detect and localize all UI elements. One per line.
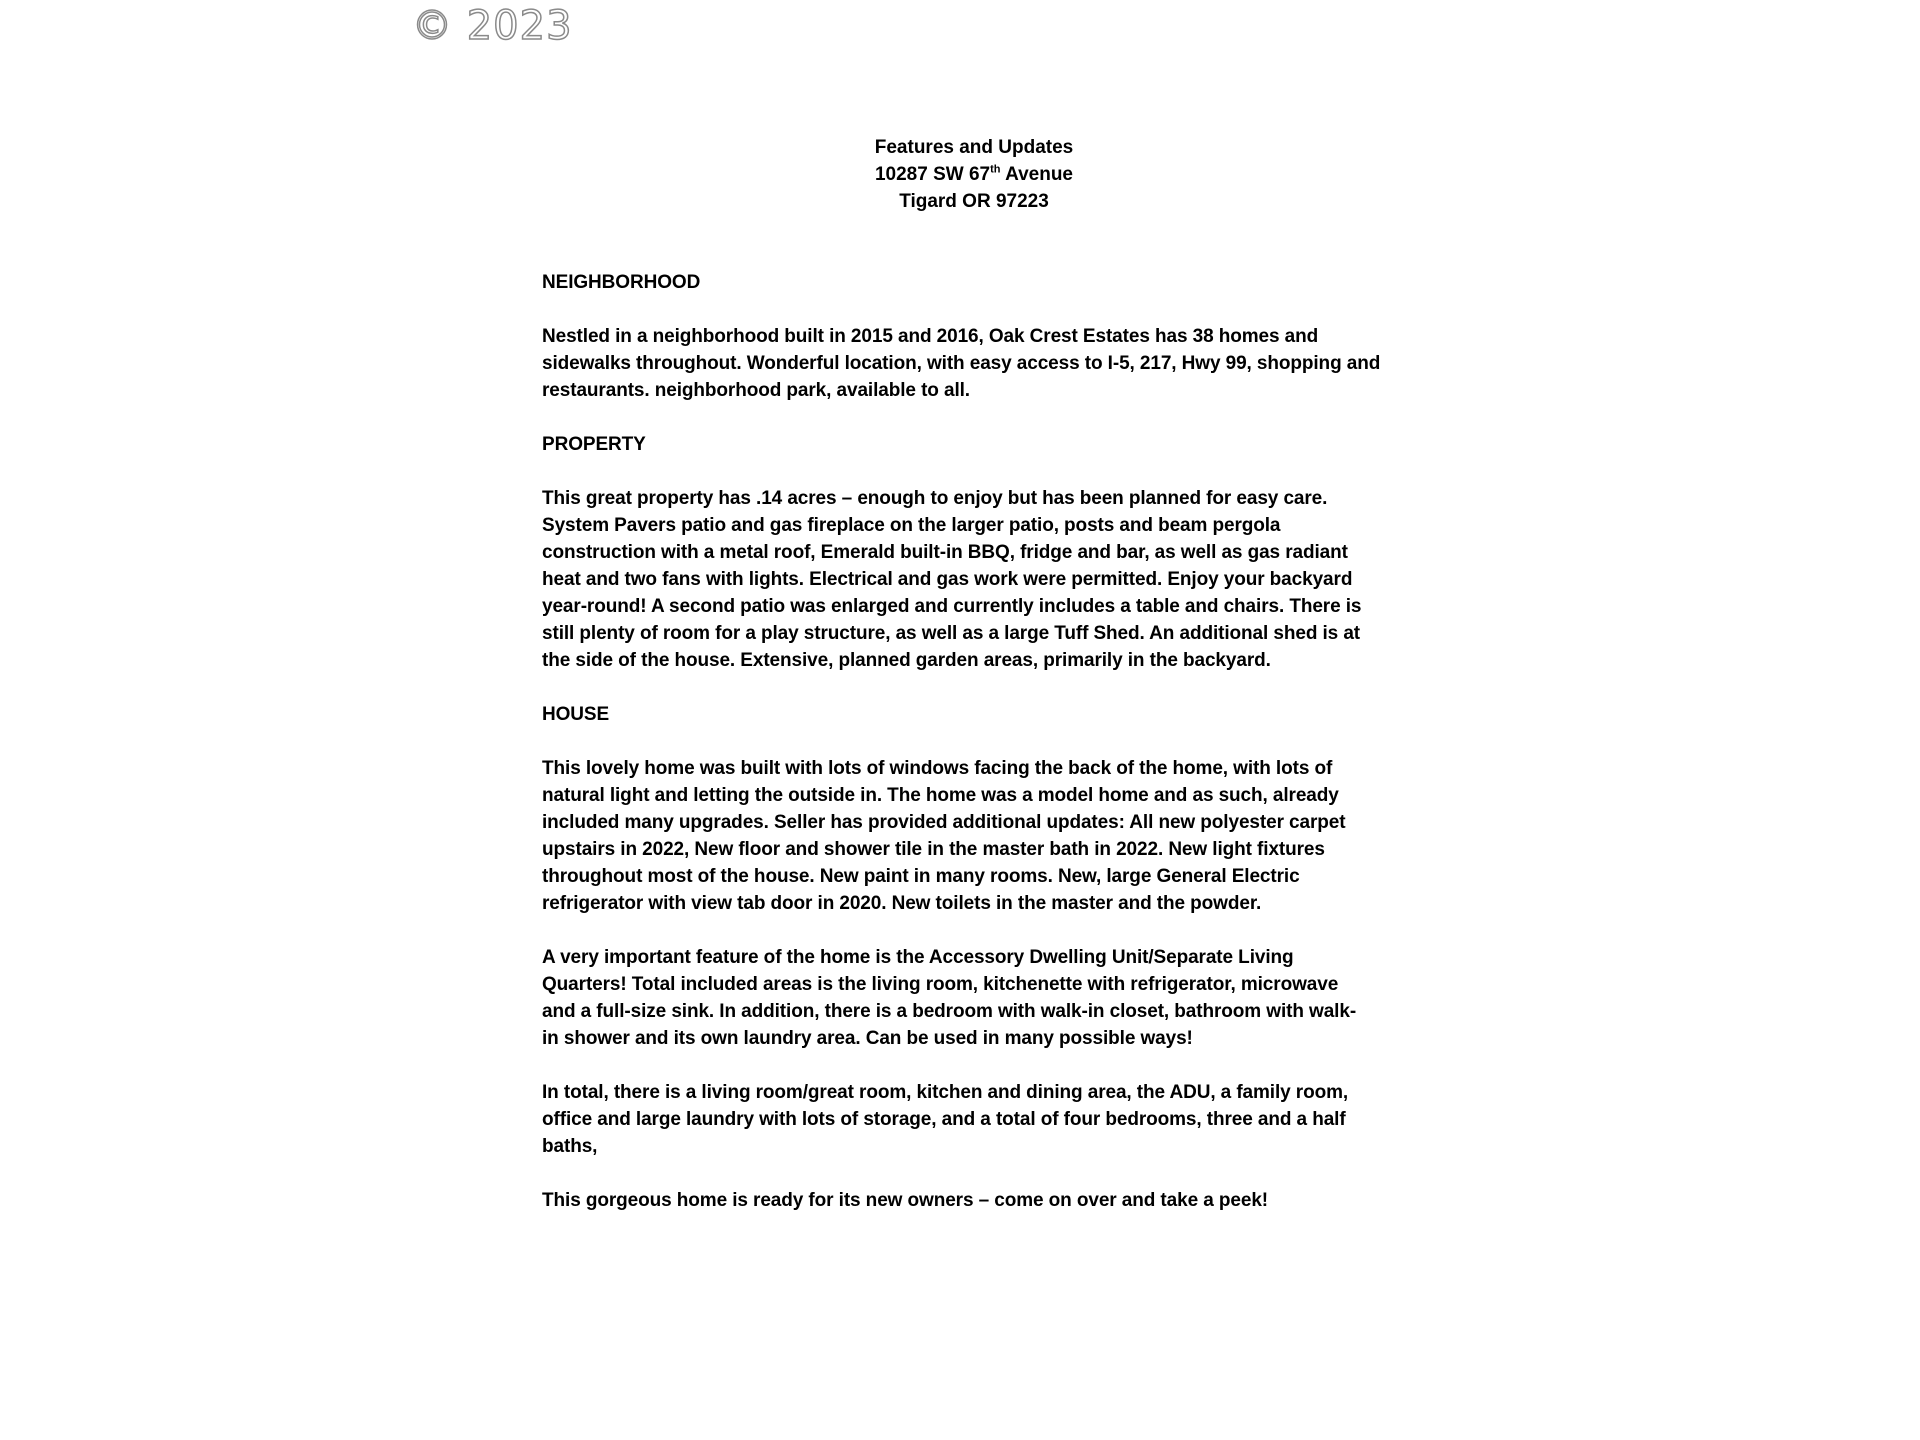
property-paragraph: This great property has .14 acres – enough to enjoy but has been planned for easy care. System Pavers patio and gas fireplace on the larger patio, posts and beam pergola construction with a metal roof, Emerald built-in BBQ, fridge and bar, as well as gas radiant heat and two fans with lights. Electrical and gas work were permitted. Enjoy your backyard year-round! A second patio was enlarged and currently includes a table and chairs. There is still plenty of room for a play structure, as well as a large Tuff Shed. An additional shed is at the side of the house. Extensive, planned garden areas, primarily in the backyard. (542, 488, 1362, 671)
section-heading-property: PROPERTY (542, 434, 646, 455)
address-suffix: Avenue (1000, 164, 1074, 185)
address-ordinal: th (990, 163, 1001, 176)
document-title: Features and Updates (874, 137, 1074, 158)
copyright-watermark: © 2023 (412, 3, 573, 49)
address-number-street: 10287 SW 67 (874, 164, 991, 185)
section-heading-house: HOUSE (542, 704, 610, 725)
document-header (542, 134, 1406, 215)
address-street (542, 161, 1406, 188)
document-page (542, 134, 1412, 1241)
house-paragraph-adu: A very important feature of the home is the Accessory Dwelling Unit/Separate Living Quarters! Total included areas is the living room, kitchenette with refrigerator, microwave and a full-size sink. In addition, there is a bedroom with walk-in closet, bathroom with walk- in shower and its own laundry area. Can be used in many possible ways! (542, 947, 1357, 1049)
house-paragraph-closing: This gorgeous home is ready for its new owners – come on over and take a peek! (542, 1190, 1269, 1211)
section-heading-neighborhood: NEIGHBORHOOD (542, 272, 701, 293)
neighborhood-paragraph: Nestled in a neighborhood built in 2015 and 2016, Oak Crest Estates has 38 homes and sidewalks throughout. Wonderful location, with easy access to I-5, 217, Hwy 99, shopping and restaurants. neighborhood park, available to all. (542, 326, 1381, 401)
house-paragraph-total: In total, there is a living room/great room, kitchen and dining area, the ADU, a family room, office and large laundry with lots of storage, and a total of four bedrooms, three and a half baths, (542, 1082, 1349, 1157)
house-paragraph-upgrades: This lovely home was built with lots of windows facing the back of the home, with lots of natural light and letting the outside in. The home was a model home and as such, already included many upgrades. Seller has provided additional updates: All new polyester carpet upstairs in 2022, New floor and shower tile in the master bath in 2022. New light fixtures throughout most of the house. New paint in many rooms. New, large General Electric refrigerator with view tab door in 2020. New toilets in the master and the powder. (542, 758, 1346, 914)
document-body (542, 269, 1412, 1214)
address-city: Tigard OR 97223 (899, 191, 1049, 212)
